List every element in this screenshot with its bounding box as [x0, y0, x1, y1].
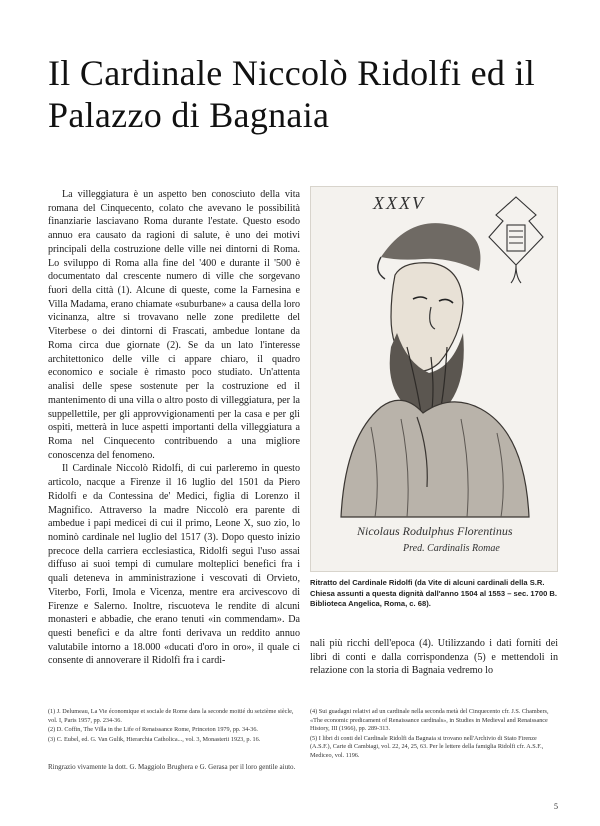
portrait-signature-subline: Pred. Cardinalis Romae — [403, 543, 500, 554]
portrait-number-label: XXXV — [373, 193, 425, 213]
body-paragraph: nali più ricchi dell'epoca (4). Utilizzando i dati forniti dei libri di conti e dalla corrispondenza (5) e mettendoli in relazione con la storia di Bagnaia vedremo lo — [310, 638, 558, 677]
footnote: (2) D. Coffin, The Villa in the Life of Renaissance Rome, Princeton 1979, pp. 34-36. — [48, 726, 258, 733]
footnote: (4) Sui guadagni relativi ad un cardinale nella seconda metà del Cinquecento cfr. J.S. Chambers, «The economic predicament of Renaissance cardinals», in Studies in Medieval and Renaissance History, III (1966), pp. 289-313. — [310, 708, 549, 732]
footnotes-left — [48, 708, 300, 745]
portrait-drawing — [311, 187, 557, 571]
footnotes-right — [310, 708, 558, 761]
figure-caption: Ritratto del Cardinale Ridolfi (da Vite di alcuni cardinali della S.R. Chiesa assunti a questa dignità dall'anno 1504 al 1553 – sec. 1700 B. Biblioteca Angelica, Roma, c. 68). — [310, 578, 558, 609]
body-column — [48, 188, 300, 668]
footnote: (1) J. Delumeau, La Vie économique et sociale de Rome dans la seconde moitié du seizième siècle, vol. I, Paris 1957, pp. 234-36. — [48, 708, 294, 724]
acknowledgement-footer: Ringrazio vivamente la dott. G. Maggiolo Brughera e G. Gerasa per il loro gentile aiuto. — [48, 763, 296, 771]
cardinal-portrait — [310, 186, 558, 572]
body-continuation — [310, 637, 558, 678]
body-paragraph: La villeggiatura è un aspetto ben conosciuto della vita romana del Cinquecento, colato che avevano le possibilità finanziarie lasciavano Roma durante l'estate. Questo esodo annuo era causato da ragioni di salute, è uno dei motivi principali della costruzione delle ville nei dintorni di Roma. Lo sviluppo di Roma alla fine del '400 e durante il '500 è documentato dal crescente numero di ville che sorgevano fuori della città (1). Alcune di queste, come la Farnesina e Villa Madama, erano chiamate «suburbane» a causa della loro vicinanza, altre si trovavano nelle zone predilette del Viterbese o dei dintorni di Frascati, ambedue lontane da Roma circa due giornate (2). Se da un lato l'interesse architettonico delle ville ci appare chiaro, il quadro economico e sociale è rimasto poco studiato. Un'attenta analisi delle spese sostenute per la costruzione ed il mantenimento di una villa o altro posto di villeggiatura, per la suppellettile, per gli approvvigionamenti per la casa e per gli ospiti, metterà in luce aspetti importanti della villeggiatura a Roma nel Cinquecento contribuendo a una migliore conoscenza del fenomeno. — [48, 189, 300, 461]
portrait-signature: Nicolaus Rodulphus Florentinus — [357, 524, 513, 538]
footnote: (3) C. Eubel, ed. G. Van Gulik, Hierarchia Catholica..., vol. 3, Monasterii 1923, p. 16. — [48, 735, 261, 743]
article-title: Il Cardinale Niccolò Ridolfi ed il Palazzo di Bagnaia — [48, 53, 536, 135]
footnote: (5) I libri di conti del Cardinale Ridolfi da Bagnaia si trovano nell'Archivio di Stato Firenze (A.S.F.), Carte di Cambiagi, vol. 22, 24, 25, 63. Per le lettere della famiglia Ridolfi cfr. A.S.F., Mediceo, vol. 1196. — [310, 734, 544, 759]
page-number: 5 — [554, 802, 558, 811]
body-paragraph: Il Cardinale Niccolò Ridolfi, di cui parleremo in questo articolo, nacque a Firenze il 16 luglio del 1501 da Piero Ridolfi e da Contessina de' Medici, figlia di Lorenzo il Magnifico. Attraverso la madre Niccolò era parente di ambedue i papi medicei di cui il primo, Leone X, suo zio, lo nominò cardinale nel luglio del 1517 (3). Dopo questo inizio precoce della carriera ecclesiastica, Ridolfi seguì l'uso assai diffuso ai suoi tempi di cumulare molteplici benefici fra i quali deteneva in amministrazione i vescovati di Orvieto, Viterbo, Forlì, Imola e Vicenza, mentre era arcivescovo di Firenze e Salerno. Inoltre, riscuoteva le rendite di alcuni monasteri e abbadie, che erano tenuti «in commendam». Da questi benefici e da altre fonti derivava un reddito annuo valutabile intorno a 18.000 «ducati d'oro in oro», il quale ci consente di annoverare il Ridolfi fra i cardi- — [48, 463, 300, 667]
